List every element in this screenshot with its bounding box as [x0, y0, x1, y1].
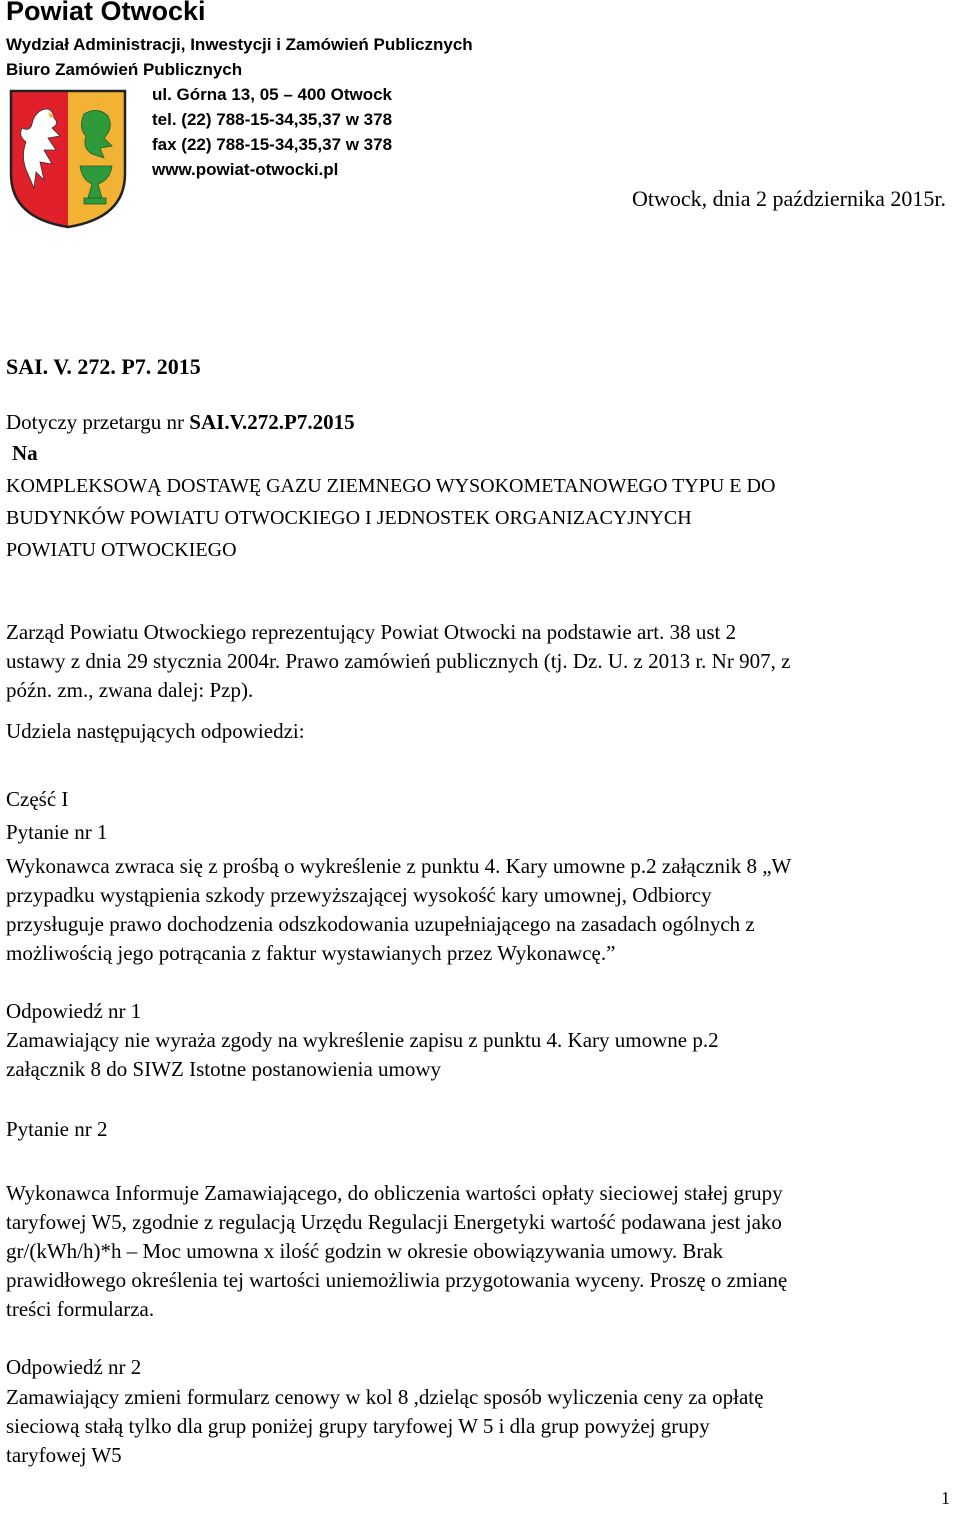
question-2-line: taryfowej W5, zgodnie z regulacją Urzędu Regulacji Energetyki wartość podawana jest jako	[6, 1210, 782, 1234]
subject-line: BUDYNKÓW POWIATU OTWOCKIEGO I JEDNOSTEK ORGANIZACYJNYCH	[6, 507, 692, 529]
page-number: 1	[941, 1488, 950, 1508]
department-name: Wydział Administracji, Inwestycji i Zamówień Publicznych	[6, 35, 473, 54]
question-1-text	[6, 852, 791, 968]
part-heading: Część I	[6, 787, 69, 811]
concerns-prefix: Dotyczy przetargu nr	[6, 410, 190, 434]
intro-line: ustawy z dnia 29 stycznia 2004r. Prawo zamówień publicznych (tj. Dz. U. z 2013 r. Nr 907, z	[6, 649, 791, 673]
answer-1-text	[6, 1026, 719, 1084]
document-date: Otwock, dnia 2 października 2015r.	[631, 186, 946, 211]
answer-2-heading: Odpowiedź nr 2	[6, 1355, 142, 1379]
address-street: ul. Górna 13, 05 – 400 Otwock	[152, 85, 392, 104]
coat-of-arms-icon	[8, 88, 128, 230]
intro-statement: Udziela następujących odpowiedzi:	[6, 719, 305, 743]
question-2-text	[6, 1179, 787, 1324]
question-1-heading: Pytanie nr 1	[6, 820, 108, 844]
subject-line: KOMPLEKSOWĄ DOSTAWĘ GAZU ZIEMNEGO WYSOKOMETANOWEGO TYPU E DO	[6, 475, 776, 497]
question-2-line: treści formularza.	[6, 1297, 155, 1321]
answer-1-line: załącznik 8 do SIWZ Istotne postanowienia umowy	[6, 1057, 442, 1081]
question-2-line: Wykonawca Informuje Zamawiającego, do obliczenia wartości opłaty sieciowej stałej grupy	[6, 1181, 783, 1205]
address-website: www.powiat-otwocki.pl	[152, 160, 339, 179]
question-1-line: przypadku wystąpienia szkody przewyższającej wysokość kary umownej, Odbiorcy	[6, 883, 712, 907]
tender-subject	[6, 470, 775, 566]
answer-2-line: sieciową stałą tylko dla grup poniżej grupy taryfowej W 5 i dla grup powyżej grupy	[6, 1414, 710, 1438]
answer-1-line: Zamawiający nie wyraża zgody na wykreślenie zapisu z punktu 4. Kary umowne p.2	[6, 1028, 719, 1052]
intro-line: późn. zm., zwana dalej: Pzp).	[6, 678, 254, 702]
office-name: Biuro Zamówień Publicznych	[6, 60, 243, 79]
concerns-line	[6, 410, 355, 435]
answer-2-text	[6, 1383, 763, 1470]
header-title: Powiat Otwocki	[6, 0, 206, 26]
question-2-line: gr/(kWh/h)*h – Moc umowna x ilość godzin w okresie obowiązywania umowy. Brak	[6, 1239, 724, 1263]
na-label: Na	[12, 441, 38, 465]
question-1-line: Wykonawca zwraca się z prośbą o wykreślenie z punktu 4. Kary umowne p.2 załącznik 8 „W	[6, 854, 792, 878]
concerns-number: SAI.V.272.P7.2015	[189, 410, 355, 434]
intro-line: Zarząd Powiatu Otwockiego reprezentujący Powiat Otwocki na podstawie art. 38 ust 2	[6, 620, 737, 644]
question-1-line: przysługuje prawo dochodzenia odszkodowania uzupełniającego na zasadach ogólnych z	[6, 912, 755, 936]
intro-paragraph	[6, 618, 790, 705]
answer-2-line: Zamawiający zmieni formularz cenowy w kol 8 ,dzieląc sposób wyliczenia ceny za opłatę	[6, 1385, 764, 1409]
answer-2-line: taryfowej W5	[6, 1443, 122, 1467]
reference-number: SAI. V. 272. P7. 2015	[6, 354, 201, 379]
question-1-line: możliwością jego potrącania z faktur wystawianych przez Wykonawcę.”	[6, 941, 616, 965]
subject-line: POWIATU OTWOCKIEGO	[6, 539, 237, 561]
address-phone: tel. (22) 788-15-34,35,37 w 378	[152, 110, 393, 129]
answer-1-heading: Odpowiedź nr 1	[6, 999, 142, 1023]
address-fax: fax (22) 788-15-34,35,37 w 378	[152, 135, 393, 154]
question-2-line: prawidłowego określenia tej wartości uniemożliwia przygotowania wyceny. Proszę o zmianę	[6, 1268, 788, 1292]
question-2-heading: Pytanie nr 2	[6, 1117, 108, 1141]
